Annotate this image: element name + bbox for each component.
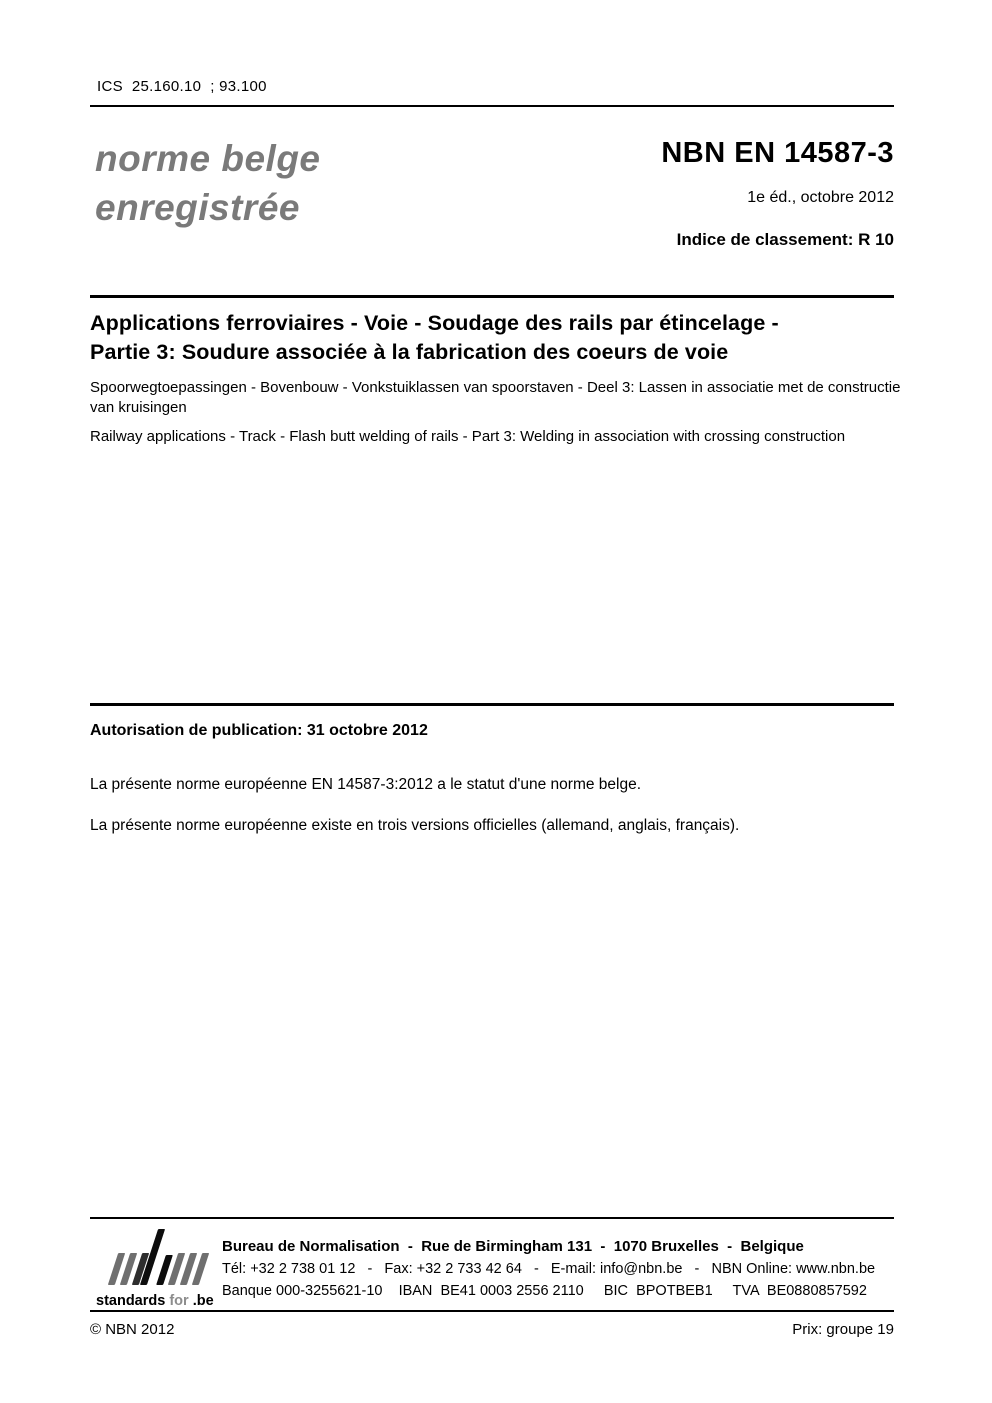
status-note: La présente norme européenne EN 14587-3:2012 a le statut d'une norme belge. xyxy=(90,776,642,793)
footer-bottom-divider xyxy=(90,1310,894,1312)
middle-divider xyxy=(90,703,894,706)
publisher-contact: Tél: +32 2 738 01 12 - Fax: +32 2 733 42 64 - E-mail: info@nbn.be - NBN Online: www.nbn.be xyxy=(222,1261,876,1277)
publisher-address: Bureau de Normalisation - Rue de Birmingham 131 - 1070 Bruxelles - Belgique xyxy=(222,1238,804,1255)
classification-index: Indice de classement: R 10 xyxy=(676,230,894,249)
standard-reference-block xyxy=(661,137,894,250)
publisher-bank-details: Banque 000-3255621-10 IBAN BE41 0003 2556 2110 BIC BPOTBEB1 TVA BE0880857592 xyxy=(222,1283,867,1299)
tagline-be: .be xyxy=(192,1293,214,1309)
top-divider xyxy=(90,105,894,107)
versions-note: La présente norme européenne existe en trois versions officielles (allemand, anglais, français). xyxy=(90,817,740,834)
doc-type-line1: norme belge xyxy=(95,138,321,179)
ics-code: ICS 25.160.10 ; 93.100 xyxy=(97,78,267,95)
publisher-info xyxy=(222,1238,902,1299)
standard-code: NBN EN 14587-3 xyxy=(661,137,894,169)
doc-type-line2: enregistrée xyxy=(95,187,300,228)
tagline-for: for xyxy=(169,1293,189,1309)
title-divider xyxy=(90,295,894,298)
title-french-line2: Partie 3: Soudure associée à la fabrication des coeurs de voie xyxy=(90,340,729,364)
title-block xyxy=(90,309,905,447)
copyright-notice: © NBN 2012 xyxy=(90,1321,175,1338)
footer-top-divider xyxy=(90,1217,894,1219)
document-type-heading xyxy=(95,134,321,232)
title-english: Railway applications - Track - Flash butt welding of rails - Part 3: Welding in association with crossing construction xyxy=(90,428,846,445)
logo-tagline xyxy=(96,1293,226,1309)
price-group: Prix: groupe 19 xyxy=(792,1321,894,1338)
title-french-line1: Applications ferroviaires - Voie - Soudage des rails par étincelage - xyxy=(90,311,779,335)
edition-date: 1e éd., octobre 2012 xyxy=(747,189,894,206)
publication-authorization: Autorisation de publication: 31 octobre 2012 xyxy=(90,722,428,739)
tagline-standards: standards xyxy=(96,1293,166,1309)
nbn-logo xyxy=(96,1227,220,1309)
title-french xyxy=(90,309,905,367)
title-dutch: Spoorwegtoepassingen - Bovenbouw - Vonkstuiklassen van spoorstaven - Deel 3: Lassen in associatie met de constructie van kruisingen xyxy=(90,379,901,416)
nbn-logo-icon xyxy=(96,1229,220,1285)
